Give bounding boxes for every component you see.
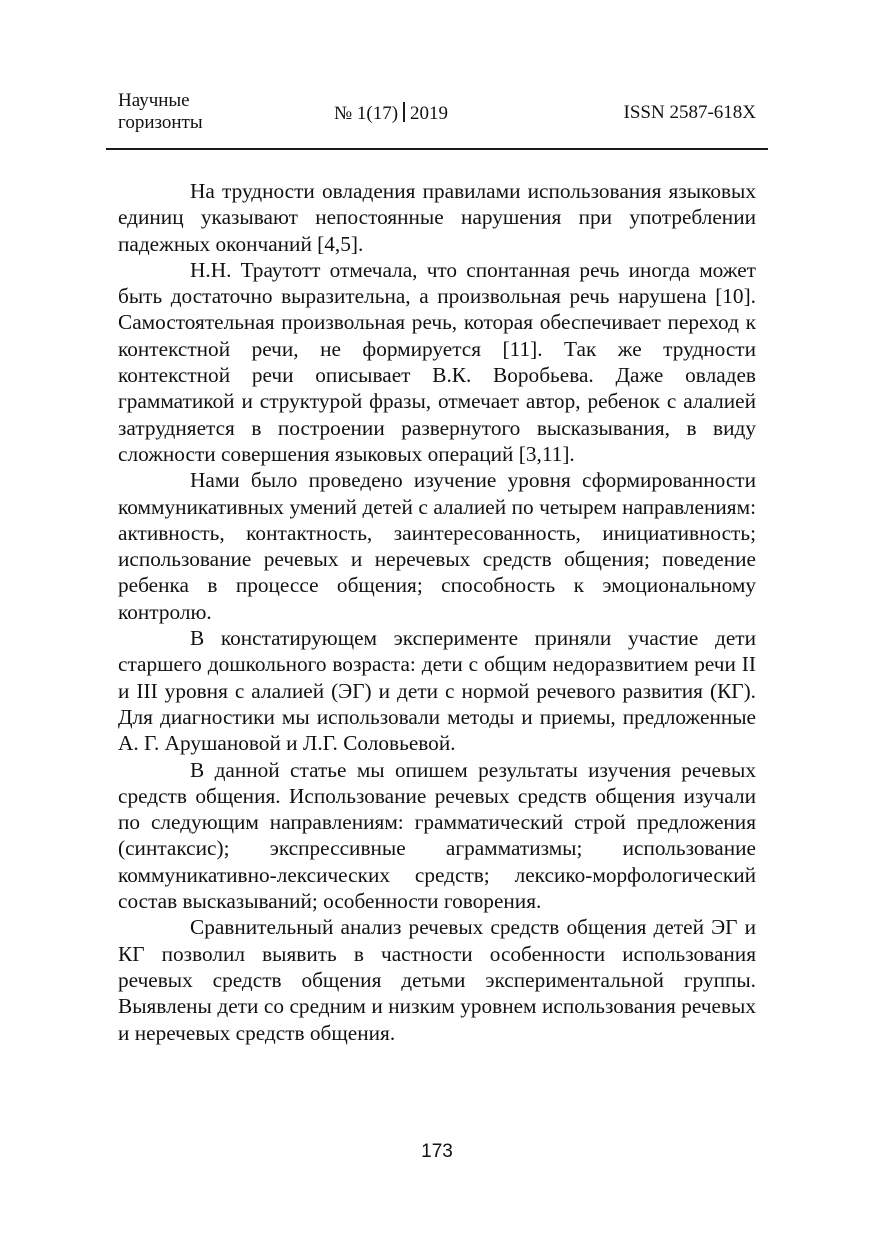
- running-header: [106, 88, 768, 150]
- journal-name: [118, 90, 203, 134]
- paragraph: В констатирующем эксперименте приняли участие дети старшего дошкольного возраста: дети с общим недоразвитием речи II и III уровня с алалией (ЭГ) и дети с нормой речевого развития (КГ). Для диагностики мы использовали методы и приемы, предложенные А. Г. Арушановой и Л.Г. Соловьевой.: [118, 626, 756, 756]
- paragraph: Н.Н. Траутотт отмечала, что спонтанная речь иногда может быть достаточно выразительна, а произвольная речь нарушена [10]. Самостоятельная произвольная речь, которая обеспечивает переход к контекстной речи, не формируется [11]. Так же трудности контекстной речи описывает В.К. Воробьева. Даже овладев грамматикой и структурой фразы, отмечает автор, ребенок с алалией затрудняется в построении развернутого высказывания, в виду сложности совершения языковых операций [3,11].: [118, 257, 756, 466]
- journal-name-line2: горизонты: [118, 112, 203, 133]
- paragraph: На трудности овладения правилами использования языковых единиц указывают непостоянные нарушения при употреблении падежных окончаний [4,5].: [118, 179, 756, 256]
- paragraph: В данной статье мы опишем результаты изучения речевых средств общения. Использование речевых средств общения изучали по следующим направлениям: грамматический строй предложения (синтаксис); экспрессивные аграмматизмы; использование коммуникативно-лексических средств; лексико-морфологический состав высказываний; особенности говорения.: [118, 757, 756, 914]
- issue-info: [334, 102, 448, 125]
- issue-year: 2019: [410, 103, 449, 124]
- issue-separator: [403, 102, 405, 122]
- issn: ISSN 2587-618X: [623, 102, 756, 123]
- page-number: 173: [421, 1141, 453, 1162]
- journal-name-line1: Научные: [118, 90, 190, 111]
- paragraph: Сравнительный анализ речевых средств общения детей ЭГ и КГ позволил выявить в частности особенности использования речевых средств общения детьми экспериментальной группы. Выявлены дети со средним и низким уровнем использования речевых и неречевых средств общения.: [118, 915, 756, 1045]
- article-body: [118, 178, 756, 1046]
- issue-number: № 1(17): [334, 103, 399, 124]
- paragraph: Нами было проведено изучение уровня сформированности коммуникативных умений детей с алалией по четырем направлениям: активность, контактность, заинтересованность, инициативность; использование речевых и неречевых средств общения; поведение ребенка в процессе общения; способность к эмоциональному контролю.: [118, 468, 756, 624]
